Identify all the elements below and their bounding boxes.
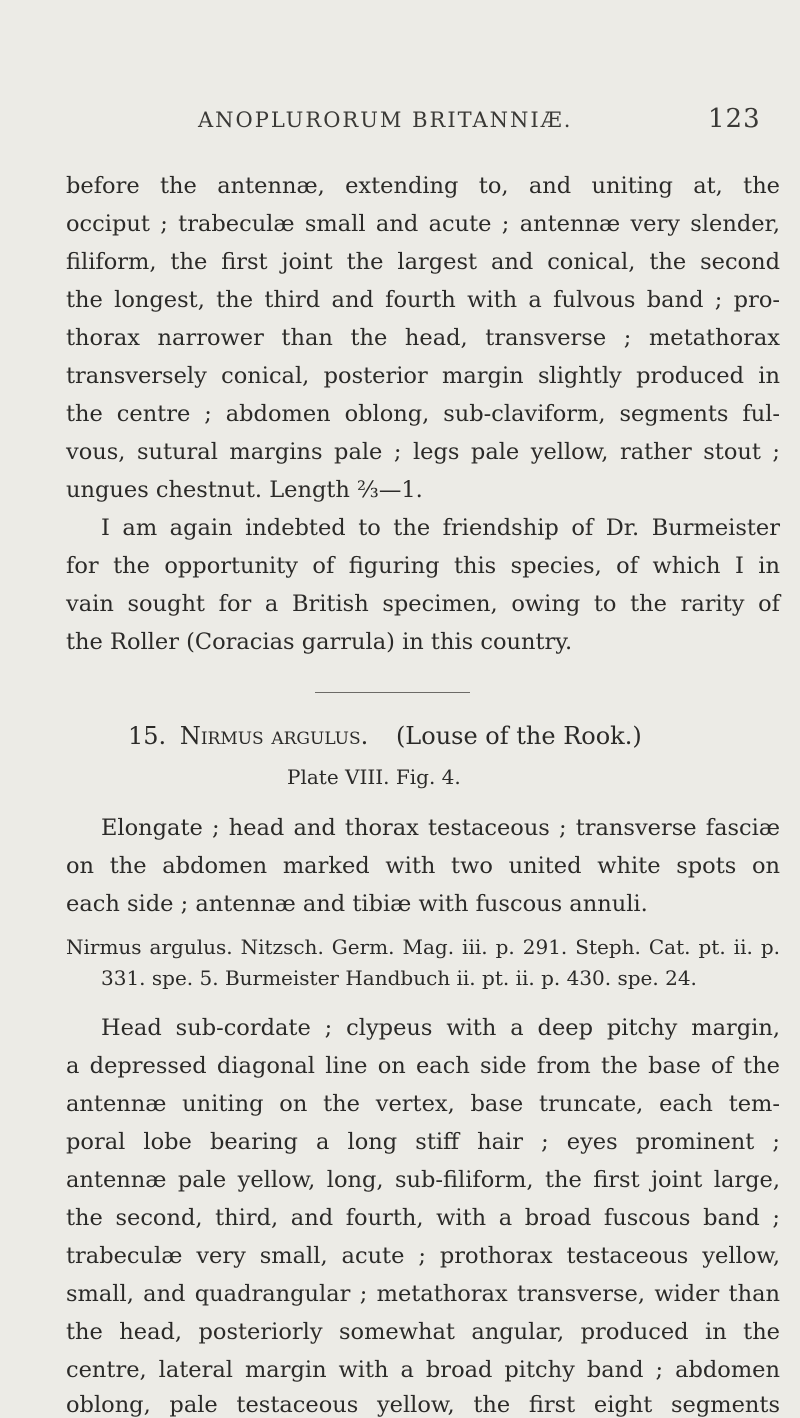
text-line: each side ; antennæ and tibiæ with fuscous annuli. [66,891,648,917]
text-line: occiput ; trabeculæ small and acute ; antennæ very slender, [66,211,780,237]
text-line: Head sub-cordate ; clypeus with a deep pitchy margin, [101,1015,780,1041]
text-line: ungues chestnut. Length ⅔—1. [66,477,423,503]
text-line: oblong, pale testaceous yellow, the first eight segments [66,1392,780,1418]
text-line: antennæ pale yellow, long, sub-filiform, the first joint large, [66,1167,780,1193]
text-line: the second, third, and fourth, with a broad fuscous band ; [66,1205,780,1231]
text-line: poral lobe bearing a long stiff hair ; eyes prominent ; [66,1129,780,1155]
text-line: on the abdomen marked with two united white spots on [66,853,780,879]
page-header [0,104,800,148]
text-line: before the antennæ, extending to, and uniting at, the [66,173,780,199]
text-line: the longest, the third and fourth with a fulvous band ; pro- [66,287,780,313]
species-name: Nirmus argulus. [179,722,369,750]
text-line: thorax narrower than the head, transverse ; metathorax [66,325,780,351]
page-number: 123 [708,104,761,134]
text-line: a depressed diagonal line on each side from the base of the [66,1053,780,1079]
species-number: 15. [128,722,167,750]
text-line: centre, lateral margin with a broad pitchy band ; abdomen [66,1357,780,1383]
synonymy-line: Nirmus argulus. Nitzsch. Germ. Mag. iii. p. 291. Steph. Cat. pt. ii. p. [66,935,780,959]
text-line: vain sought for a British specimen, owing to the rarity of [66,591,780,617]
section-divider [315,692,470,693]
running-title: ANOPLURORUM BRITANNIÆ. [198,108,573,132]
text-line: the Roller (Coracias garrula) in this country. [66,629,573,655]
text-line: antennæ uniting on the vertex, base truncate, each tem- [66,1091,780,1117]
species-heading [128,722,642,750]
text-line: the head, posteriorly somewhat angular, produced in the [66,1319,780,1345]
text-line: trabeculæ very small, acute ; prothorax testaceous yellow, [66,1243,780,1269]
text-line: small, and quadrangular ; metathorax transverse, wider than [66,1281,780,1307]
text-line: I am again indebted to the friendship of Dr. Burmeister [101,515,780,541]
text-line: vous, sutural margins pale ; legs pale yellow, rather stout ; [66,439,780,465]
plate-reference: Plate VIII. Fig. 4. [287,765,461,789]
text-line: the centre ; abdomen oblong, sub-claviform, segments ful- [66,401,780,427]
text-line: transversely conical, posterior margin slightly produced in [66,363,780,389]
text-line: for the opportunity of figuring this species, of which I in [66,553,780,579]
species-common-name: (Louse of the Rook.) [395,722,642,750]
synonymy-line: 331. spe. 5. Burmeister Handbuch ii. pt. ii. p. 430. spe. 24. [101,966,697,990]
text-line: Elongate ; head and thorax testaceous ; transverse fasciæ [101,815,780,841]
text-line: filiform, the first joint the largest and conical, the second [66,249,780,275]
